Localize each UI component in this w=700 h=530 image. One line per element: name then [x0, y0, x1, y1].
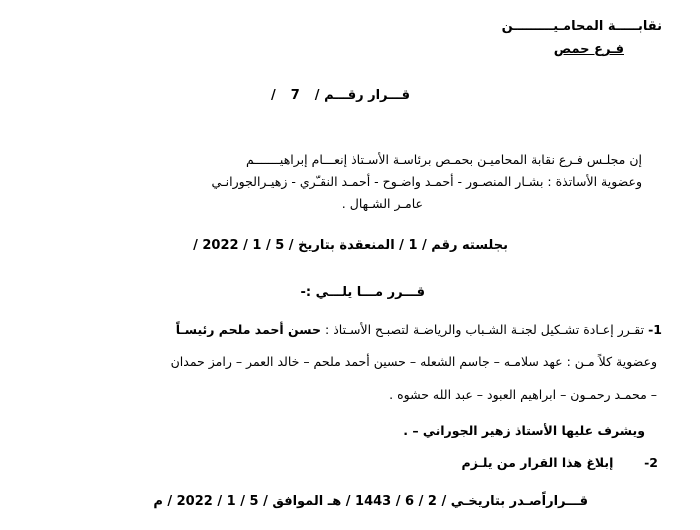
decision-end-slash: /: [270, 88, 276, 103]
intro-line-2: وعضوية الأساتذة : بشـار المنصـور - أحمـد واضـوح - أحمـد النقـّري - زهيـرالجورانـي: [211, 174, 642, 189]
item-2-text: إبلاغ هذا القرار من يلـزم: [461, 455, 614, 470]
item-1-members-line-2: – محمـد رحمـون – ابراهيم العبود – عبد الله حشوه .: [389, 387, 657, 402]
item-2-number: 2-: [644, 455, 658, 470]
item-1-chair: حسن أحمد ملحم رئيسـاً: [175, 322, 322, 337]
intro-line-3: عامـر الشـهال .: [341, 196, 423, 211]
item-1-supervisor: ويشرف عليها الأستاذ زهير الجوراني – .: [403, 423, 645, 438]
resolved-heading: قـــرر مـــا يلـــي :-: [300, 285, 425, 300]
decision-title: [271, 88, 410, 103]
item-1-number: 1-: [648, 322, 662, 337]
org-name: نقابـــــة المحامـيـــــــــن: [501, 19, 662, 34]
decision-title-label: قـــرار رقـــم /: [314, 88, 410, 103]
session-line: بجلسته رقم / 1 / المنعقدة بتاريخ / 5 / 1 / 2022 /: [193, 238, 508, 253]
branch-name: فـرع حمص: [553, 42, 624, 57]
item-1-line: [176, 322, 662, 337]
item-2-line: [462, 455, 658, 470]
item-1-members-line-1: وعضوية كلاً مـن : عهد سلامـه – جاسم الشعله – حسين أحمد ملحم – خالد العمر – رامز حمدان: [170, 354, 657, 369]
issued-date-line: قـــراراًصـدر بتاريخـي / 2 / 6 / 1443 / هـ الموافق / 5 / 1 / 2022 / م: [153, 494, 588, 509]
decision-number: 7: [290, 88, 300, 103]
intro-line-1: إن مجلـس فـرع نقابة المحاميـن بحمـص برئاسـة الأسـتاذ إنعـــام إبراهيـــــــم: [245, 152, 642, 167]
item-1-text: تقـرر إعـادة تشـكيل لجنـة الشـباب والرياضـة لتصبـح الأسـتاذ :: [325, 322, 645, 337]
